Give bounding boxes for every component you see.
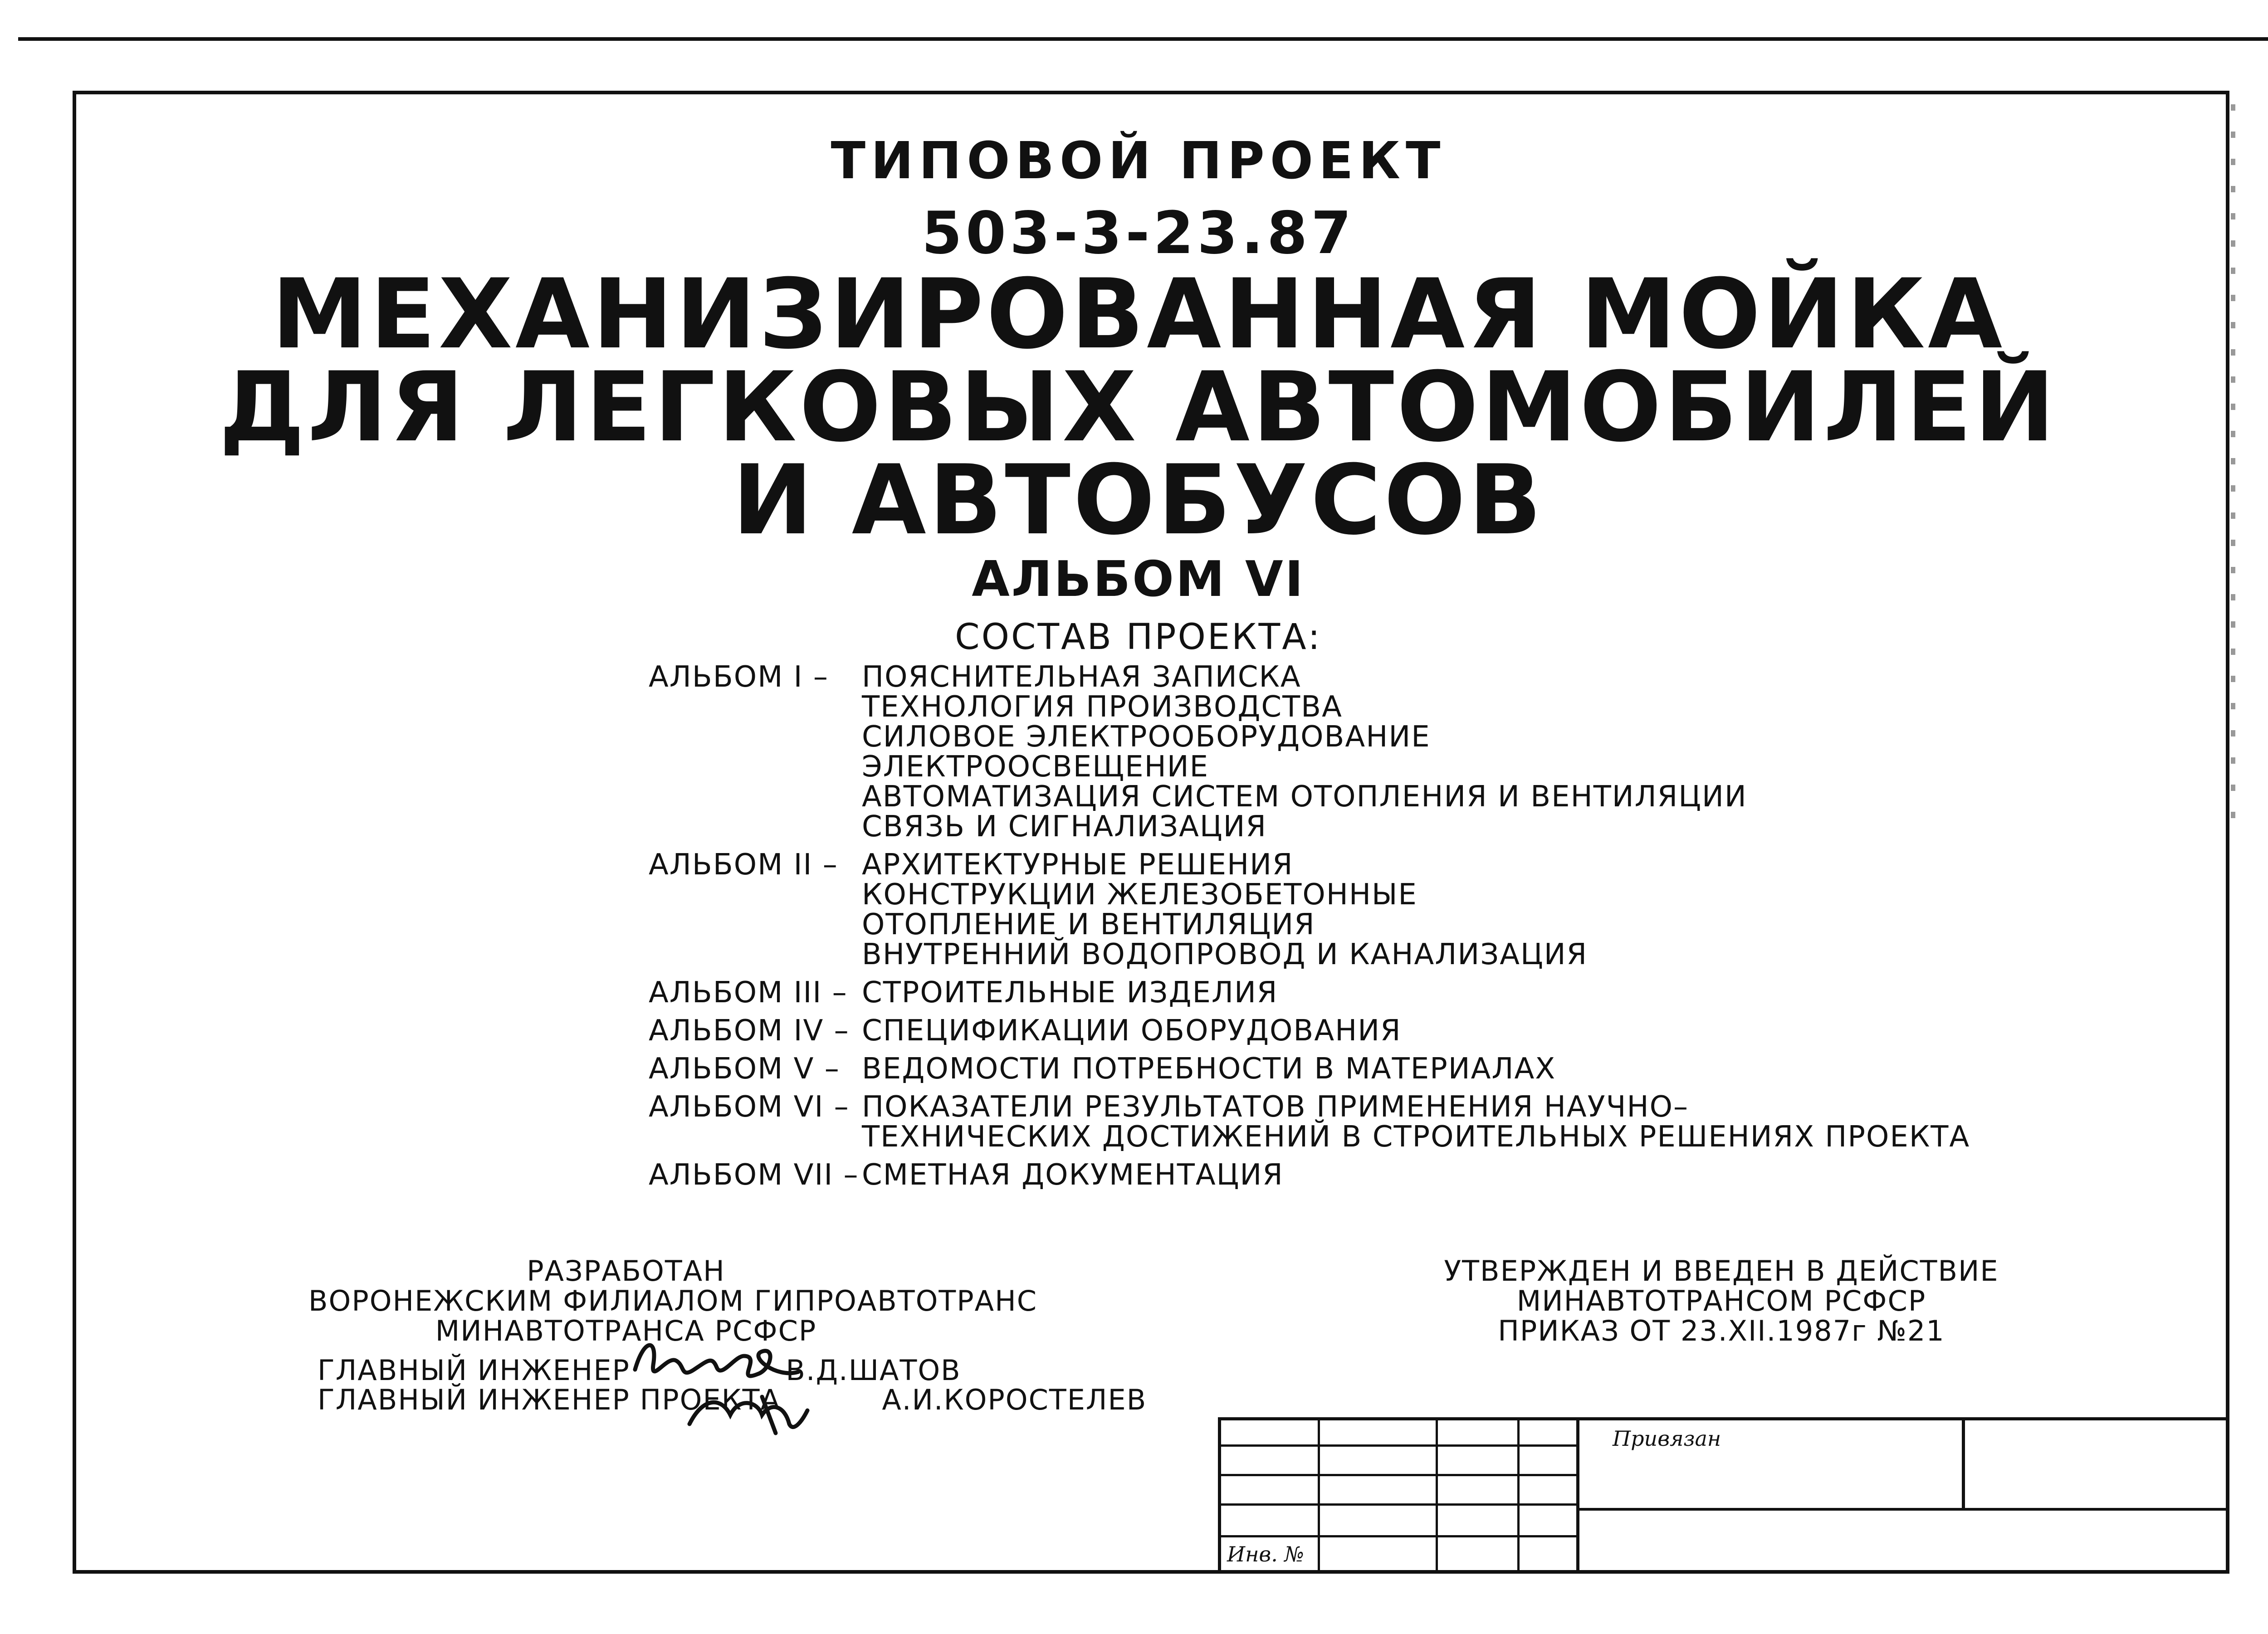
- stamp-line: [1218, 1417, 1221, 1574]
- project-title: [0, 258, 2268, 556]
- project-number: 503-3-23.87: [921, 200, 1355, 267]
- chief-project-engineer-role: ГЛАВНЫЙ ИНЖЕНЕР ПРОЕКТА: [318, 1383, 781, 1416]
- album-label: АЛЬБОМ I –: [649, 660, 829, 694]
- album-items: [862, 1160, 1284, 1190]
- stamp-line: [1962, 1417, 1965, 1508]
- album-entry: [649, 1160, 1970, 1190]
- developer-line: МИНАВТОТРАНСА РСФСР: [435, 1314, 817, 1347]
- album-item: ПОКАЗАТЕЛИ РЕЗУЛЬТАТОВ ПРИМЕНЕНИЯ НАУЧНО–: [862, 1090, 1689, 1124]
- stamp-line: [1218, 1417, 2229, 1420]
- album-items: [862, 1092, 1970, 1152]
- album-item: СВЯЗЬ И СИГНАЛИЗАЦИЯ: [862, 810, 1267, 844]
- stamp-line: [1517, 1417, 1520, 1574]
- album-item: ТЕХНИЧЕСКИХ ДОСТИЖЕНИЙ В СТРОИТЕЛЬНЫХ РЕШЕНИЯХ ПРОЕКТА: [862, 1120, 1970, 1154]
- album-entry: [649, 850, 1970, 970]
- title-line: МЕХАНИЗИРОВАННАЯ МОЙКА: [271, 258, 2005, 370]
- album-items: [862, 662, 1747, 842]
- album-label: АЛЬБОМ VI –: [649, 1090, 850, 1124]
- album-entry: [649, 1092, 1970, 1152]
- tied-label: Привязан: [1613, 1426, 1721, 1451]
- title-line: И АВТОБУСОВ: [732, 444, 1545, 556]
- album-item: ТЕХНОЛОГИЯ ПРОИЗВОДСТВА: [862, 690, 1343, 724]
- album-item: АВТОМАТИЗАЦИЯ СИСТЕМ ОТОПЛЕНИЯ И ВЕНТИЛЯЦИИ: [862, 780, 1747, 814]
- album-entry: [649, 978, 1970, 1008]
- album-label: АЛЬБОМ VII –: [649, 1158, 859, 1192]
- album-items: [862, 1054, 1556, 1084]
- album-item: СМЕТНАЯ ДОКУМЕНТАЦИЯ: [862, 1158, 1284, 1192]
- approval-line: МИНАВТОТРАНСОМ РСФСР: [1516, 1284, 1926, 1317]
- album-items: [862, 978, 1278, 1008]
- stamp-line: [1218, 1503, 1576, 1506]
- developer-line: РАЗРАБОТАН: [527, 1254, 725, 1288]
- album-heading: АЛЬБОМ VI: [972, 551, 1305, 608]
- title-line: ДЛЯ ЛЕГКОВЫХ АВТОМОБИЛЕЙ: [219, 351, 2058, 463]
- stamp-line: [1576, 1508, 2229, 1511]
- album-item: КОНСТРУКЦИИ ЖЕЛЕЗОБЕТОННЫЕ: [862, 878, 1418, 912]
- approval-line: УТВЕРЖДЕН И ВВЕДЕН В ДЕЙСТВИЕ: [1444, 1254, 1999, 1288]
- stamp-line: [1436, 1417, 1438, 1574]
- stamp-line: [1576, 1417, 1579, 1574]
- album-entry: [649, 662, 1970, 842]
- chief-engineer-role: ГЛАВНЫЙ ИНЖЕНЕР: [318, 1354, 630, 1387]
- stamp-line: [1318, 1417, 1320, 1574]
- album-label: АЛЬБОМ V –: [649, 1052, 840, 1086]
- approval-line: ПРИКАЗ ОТ 23.XII.1987г №21: [1498, 1314, 1945, 1347]
- developer-line: ВОРОНЕЖСКИМ ФИЛИАЛОМ ГИПРОАВТОТРАНС: [308, 1284, 1037, 1317]
- composition-heading: СОСТАВ ПРОЕКТА:: [955, 617, 1322, 658]
- album-label: АЛЬБОМ IV –: [649, 1014, 850, 1048]
- album-list: [649, 662, 1970, 1198]
- inv-label: Инв. №: [1227, 1542, 1304, 1566]
- album-label: АЛЬБОМ II –: [649, 848, 838, 882]
- album-item: АРХИТЕКТУРНЫЕ РЕШЕНИЯ: [862, 848, 1294, 882]
- stamp-line: [1218, 1474, 1576, 1476]
- album-item: СПЕЦИФИКАЦИИ ОБОРУДОВАНИЯ: [862, 1014, 1402, 1048]
- album-item: ОТОПЛЕНИЕ И ВЕНТИЛЯЦИЯ: [862, 908, 1315, 941]
- album-items: [862, 1016, 1402, 1046]
- album-entry: [649, 1054, 1970, 1084]
- project-type-heading: ТИПОВОЙ ПРОЕКТ: [831, 132, 1446, 190]
- album-item: ПОЯСНИТЕЛЬНАЯ ЗАПИСКА: [862, 660, 1301, 694]
- album-entry: [649, 1016, 1970, 1046]
- chief-engineer-name: В.Д.ШАТОВ: [786, 1354, 961, 1387]
- album-items: [862, 850, 1588, 970]
- title-block-stamp: [1218, 1417, 2229, 1574]
- album-item: ВЕДОМОСТИ ПОТРЕБНОСТИ В МАТЕРИАЛАХ: [862, 1052, 1556, 1086]
- album-item: СТРОИТЕЛЬНЫЕ ИЗДЕЛИЯ: [862, 976, 1278, 1010]
- approval-block: [1442, 1256, 2000, 1346]
- top-rule: [18, 37, 2268, 41]
- album-item: СИЛОВОЕ ЭЛЕКТРООБОРУДОВАНИЕ: [862, 720, 1431, 754]
- stamp-line: [1218, 1444, 1576, 1447]
- album-item: ВНУТРЕННИЙ ВОДОПРОВОД И КАНАЛИЗАЦИЯ: [862, 938, 1588, 971]
- stamp-line: [1218, 1535, 1576, 1537]
- album-item: ЭЛЕКТРООСВЕЩЕНИЕ: [862, 750, 1209, 784]
- chief-project-engineer-name: А.И.КОРОСТЕЛЕВ: [882, 1383, 1147, 1416]
- album-label: АЛЬБОМ III –: [649, 976, 848, 1010]
- signature-mark: [626, 1329, 816, 1438]
